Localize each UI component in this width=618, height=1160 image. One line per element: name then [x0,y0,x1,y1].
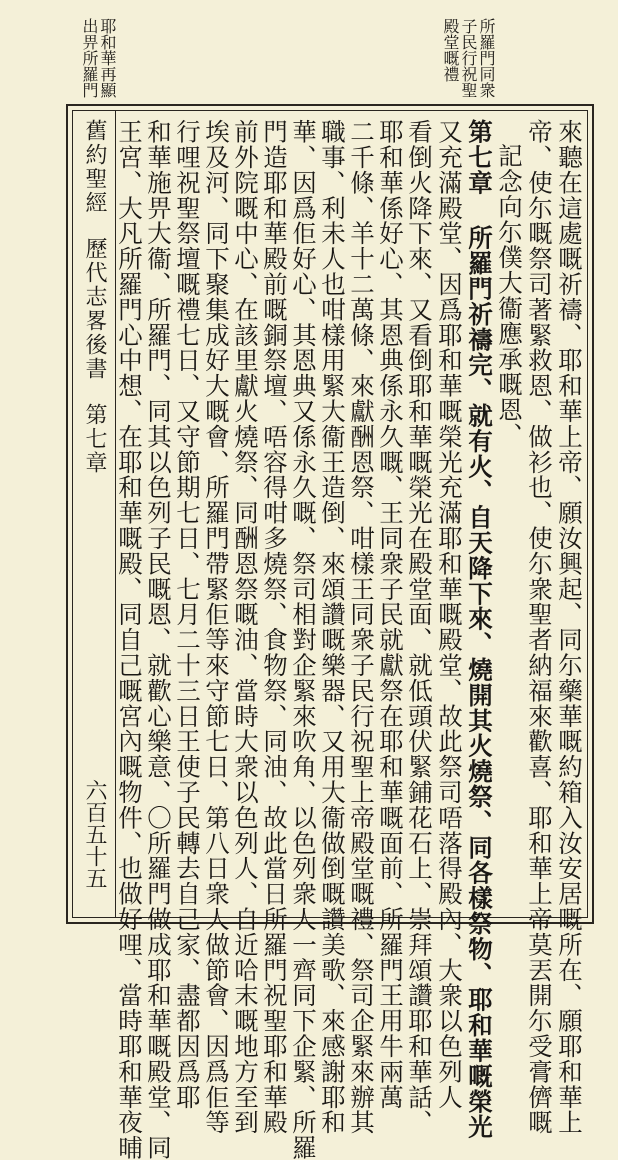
text-column-3: 記念向尓僕大衞應承嘅恩、 [495,143,524,448]
text-column-13: 埃及河、同下聚集成好大嘅會、所羅門帶緊佢等來守節七日、第八日衆人做節會、因爲佢等 [202,119,231,1135]
note-right-line-2: 子民行祝聖 [459,18,478,98]
footer-chapter: 第七章 [82,403,107,475]
text-column-7: 耶和華係好心、其恩典係永久嘅、王同衆子民就獻祭在耶和華嘅面前、所羅門王用牛兩萬 [376,119,405,1110]
book-section: 歷代志畧後書 [82,237,107,381]
text-column-14: 行哩祝聖祭壇嘅禮七日、又守節期七日、七月二十三日王使子民轉去自己家、盡都因爲耶 [173,119,202,1110]
text-column-12: 前外院嘅中心、在該里獻火燒祭、同酬恩祭嘅油、當時大衆以色列人、自近哈末嘅地方至到 [231,119,260,1135]
page-frame [66,104,594,1160]
margin-notes [0,18,618,108]
text-column-10: 華、因爲佢好心、其恩典又係永久嘅、祭司相對企緊來吹角、以色列衆人一齊同下企緊、所羅 [289,119,318,1160]
note-left-line-1: 耶和華再顯 [98,18,117,98]
book-title: 舊約聖經 [82,119,107,215]
text-column-16: 王宮、大凡所羅門心中想、在耶和華嘅殿、同自己嘅宮內嘅物件、也做好哩、當時耶和華夜晡 [115,119,144,1160]
text-column-2: 帝、使尓嘅祭司著緊救恩、做衫也、使尓衆聖者納福來歡喜、耶和華上帝莫丟開尓受膏儕嘅 [525,119,554,1135]
note-right-line-1: 所羅門同衆 [477,18,496,98]
text-column-5: 又充滿殿堂、因爲耶和華嘅榮光充滿耶和華嘅殿堂、故此祭司唔落得殿內、大衆以色列人 [435,119,464,1110]
frame-inner [72,110,588,1160]
text-column-9: 職事、利未人也咁樣用緊大衞王造倒、來頌讚嘅樂器、又用大衞做倒嘅讚美歌、來感謝耶和 [318,119,347,1135]
text-column-1: 來聽在這處嘅祈禱、耶和華上帝、願汝興起、同尓藥華嘅約箱入汝安居嘅所在、願耶和華上 [555,119,584,1135]
text-column-8: 二千條、羊十二萬條、來獻酬恩祭、咁樣王同衆子民行祝聖上帝殿堂嘅禮、祭司企緊來辦其 [347,119,376,1135]
text-column-11: 門造耶和華殿前嘅銅祭壇、唔容得咁多燒祭、食物祭、同油、故此當日所羅門祝聖耶和華殿 [260,119,289,1135]
text-column-6: 看倒火降下來、又看倒耶和華嘅榮光在殿堂面、就低頭伏緊鋪花石上、崇拜頌讚耶和華話、 [405,119,434,1135]
chapter-heading-column: 第七章 所羅門祈禱完、就有火、自天降下來、燒開其火燒祭、同各樣祭物、耶和華嘅榮光 [465,119,494,1140]
page-number: 六百五十五 [82,779,107,889]
text-column-15: 和華施畀大衞、所羅門、同其以色列子民嘅恩、就歡心樂意、〇所羅門做成耶和華嘅殿堂、同 [144,119,173,1160]
note-left-line-2: 出畀所羅門 [80,18,99,98]
note-right-line-3: 殿堂嘅禮 [441,18,460,82]
